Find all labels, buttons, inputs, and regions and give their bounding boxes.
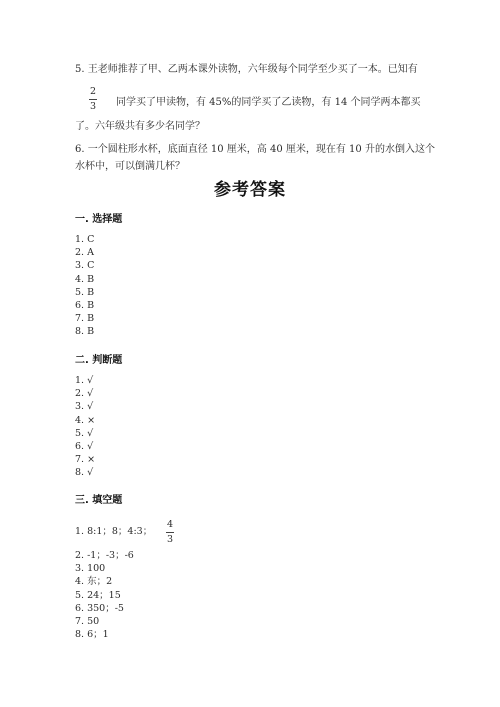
answers-title: 参考答案 <box>214 180 286 200</box>
list-item: 3. √ <box>75 401 94 413</box>
list-item: 3. C <box>75 260 95 272</box>
question-5-line-2: 同学买了甲读物，有 45%的同学买了乙读物，有 14 个同学两本都买 <box>116 97 421 108</box>
list-item: 6. √ <box>75 441 94 453</box>
list-item: 1. C <box>75 234 95 245</box>
fill-answer-list <box>75 549 134 641</box>
list-item: 4. B <box>75 273 95 285</box>
judge-answer-list <box>75 374 95 480</box>
list-item: 2. √ <box>75 388 94 400</box>
list-item: 4. 东；2 <box>75 576 113 588</box>
list-item: 2. -1；-3；-6 <box>75 550 134 561</box>
list-item: 1. √ <box>75 375 94 386</box>
fill-answer-1-fraction <box>166 520 174 544</box>
fraction-bar <box>89 99 97 100</box>
section-heading-fill: 三. 填空题 <box>75 495 123 506</box>
section-heading-choice: 一. 选择题 <box>75 214 123 225</box>
fraction-bar <box>166 532 174 533</box>
list-item: 5. 24；15 <box>75 589 121 601</box>
list-item: 4. × <box>75 414 96 426</box>
fraction-numerator: 2 <box>89 86 97 97</box>
list-item: 7. B <box>75 313 95 325</box>
list-item: 6. B <box>75 300 95 312</box>
question-6-line-2: 水杯中，可以倒满几杯？ <box>75 161 185 172</box>
list-item: 8. 6；1 <box>75 629 109 641</box>
fill-answer-1: 1. 8:1；8；4:3； <box>75 526 153 537</box>
list-item: 6. 350；-5 <box>75 602 124 614</box>
list-item: 2. A <box>75 247 94 259</box>
fraction-denominator: 3 <box>89 100 97 112</box>
question-5-fraction <box>89 87 97 111</box>
list-item: 7. × <box>75 454 96 466</box>
list-item: 8. √ <box>75 467 94 479</box>
section-heading-judge: 二. 判断题 <box>75 355 123 366</box>
fraction-denominator: 3 <box>166 533 174 545</box>
question-6-line-1: 6. 一个圆柱形水杯，底面直径 10 厘米，高 40 厘米，现在有 10 升的水倒入这个 <box>75 144 435 155</box>
question-5-line-1: 5. 王老师推荐了甲、乙两本课外读物，六年级每个同学至少买了一本。已知有 <box>75 64 418 75</box>
list-item: 7. 50 <box>75 616 100 628</box>
list-item: 5. B <box>75 286 95 298</box>
list-item: 3. 100 <box>75 563 106 575</box>
choice-answer-list <box>75 233 94 339</box>
list-item: 5. √ <box>75 427 94 439</box>
question-5-line-3: 了。六年级共有多少名同学？ <box>75 121 205 132</box>
list-item: 8. B <box>75 326 95 338</box>
fraction-numerator: 4 <box>166 519 174 530</box>
